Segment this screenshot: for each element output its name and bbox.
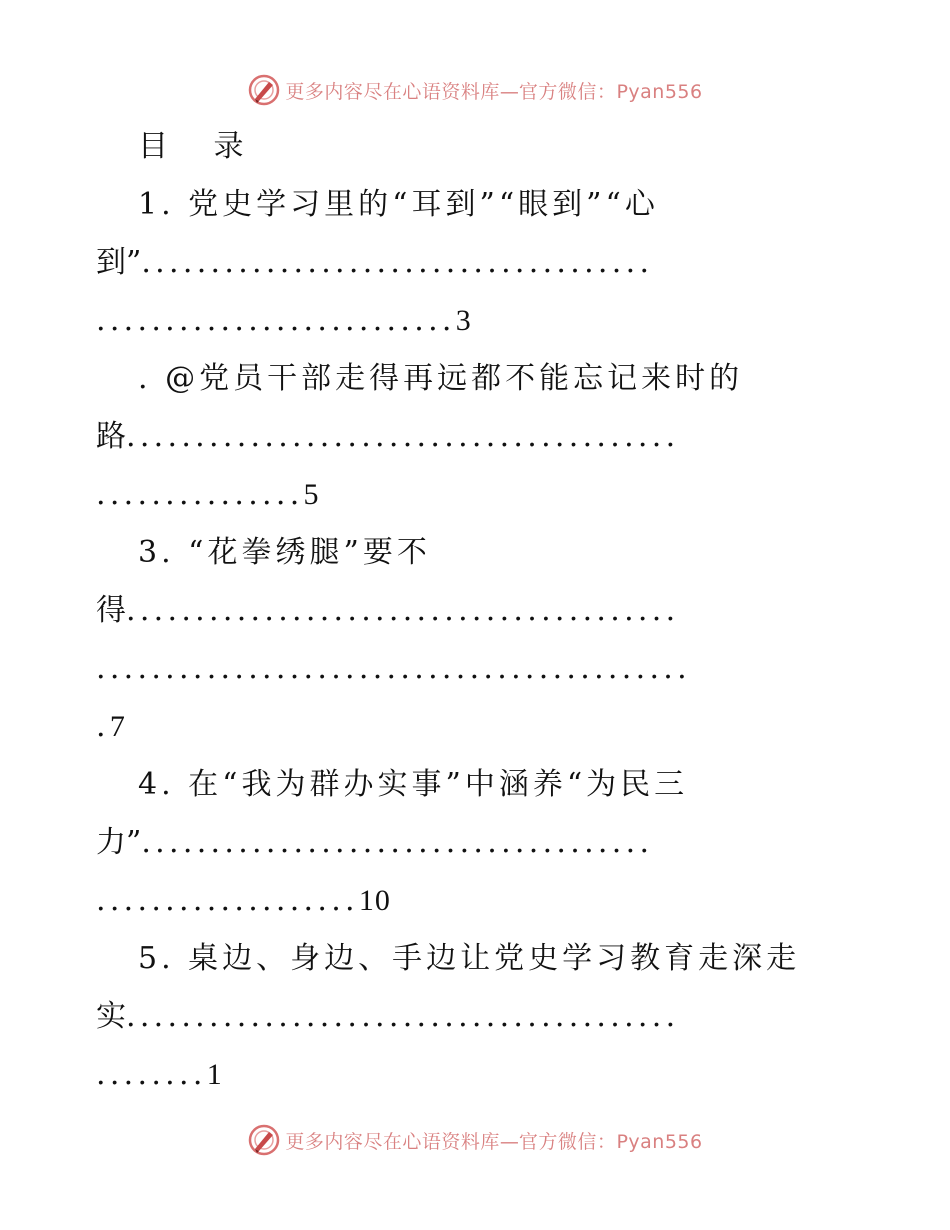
- banner-text: 更多内容尽在心语资料库—官方微信：Pyan556: [285, 1130, 703, 1153]
- toc-entry-5-line-3: [96, 1050, 856, 1100]
- dot-leader: ........: [96, 1057, 207, 1092]
- footer-watermark-banner: [0, 1120, 950, 1160]
- page-number: 7: [109, 710, 126, 743]
- page-number: 1: [206, 1058, 223, 1091]
- dot-leader: .....................................: [141, 245, 654, 280]
- toc-entry-2-line-1: . @党员干部走得再远都不能忘记来时的: [138, 361, 744, 396]
- dot-leader: ........................................: [126, 999, 680, 1034]
- page-number: 3: [455, 304, 472, 337]
- pen-logo-icon: [247, 1123, 281, 1157]
- page-number: 5: [303, 478, 320, 511]
- toc-entry-5-line-1: 5. 桌边、身边、手边让党史学习教育走深走: [138, 941, 801, 976]
- dot-leader: ........................................: [126, 419, 680, 454]
- toc-entry-4-line-1: 4. 在“我为群办实事”中涵养“为民三: [138, 767, 689, 802]
- page-number: 10: [358, 884, 391, 917]
- dot-leader: ........................................: [126, 593, 680, 628]
- toc-entry-1-line-2: 到”.....................................: [96, 245, 654, 280]
- toc-entry-5-line-2: 实........................................: [96, 999, 680, 1034]
- toc-entry-3-line-4: [96, 702, 856, 752]
- header-watermark-banner: [0, 70, 950, 110]
- dot-leader: ...........................................: [96, 651, 691, 686]
- toc-entry-3-line-3: [96, 644, 856, 694]
- dot-leader: .: [96, 709, 110, 744]
- toc-entry-1-line-3: [96, 296, 856, 346]
- banner-text: 更多内容尽在心语资料库—官方微信：Pyan556: [285, 80, 703, 103]
- toc-entry-3-line-1: 3. “花拳绣腿”要不: [138, 535, 431, 570]
- toc-title: 目 录: [138, 129, 262, 164]
- toc-entry-1-line-1: 1. 党史学习里的“耳到”“眼到”“心: [138, 187, 659, 222]
- dot-leader: ..........................: [96, 303, 456, 338]
- dot-leader: ...................: [96, 883, 359, 918]
- toc-entry-2-line-3: [96, 470, 856, 520]
- pen-logo-icon: [247, 73, 281, 107]
- dot-leader: ...............: [96, 477, 304, 512]
- toc-entry-2-line-2: 路........................................: [96, 419, 680, 454]
- toc-entry-4-line-2: 力”.....................................: [96, 825, 654, 860]
- dot-leader: .....................................: [141, 825, 654, 860]
- toc-entry-3-line-2: 得........................................: [96, 593, 680, 628]
- toc-entry-4-line-3: [96, 876, 856, 926]
